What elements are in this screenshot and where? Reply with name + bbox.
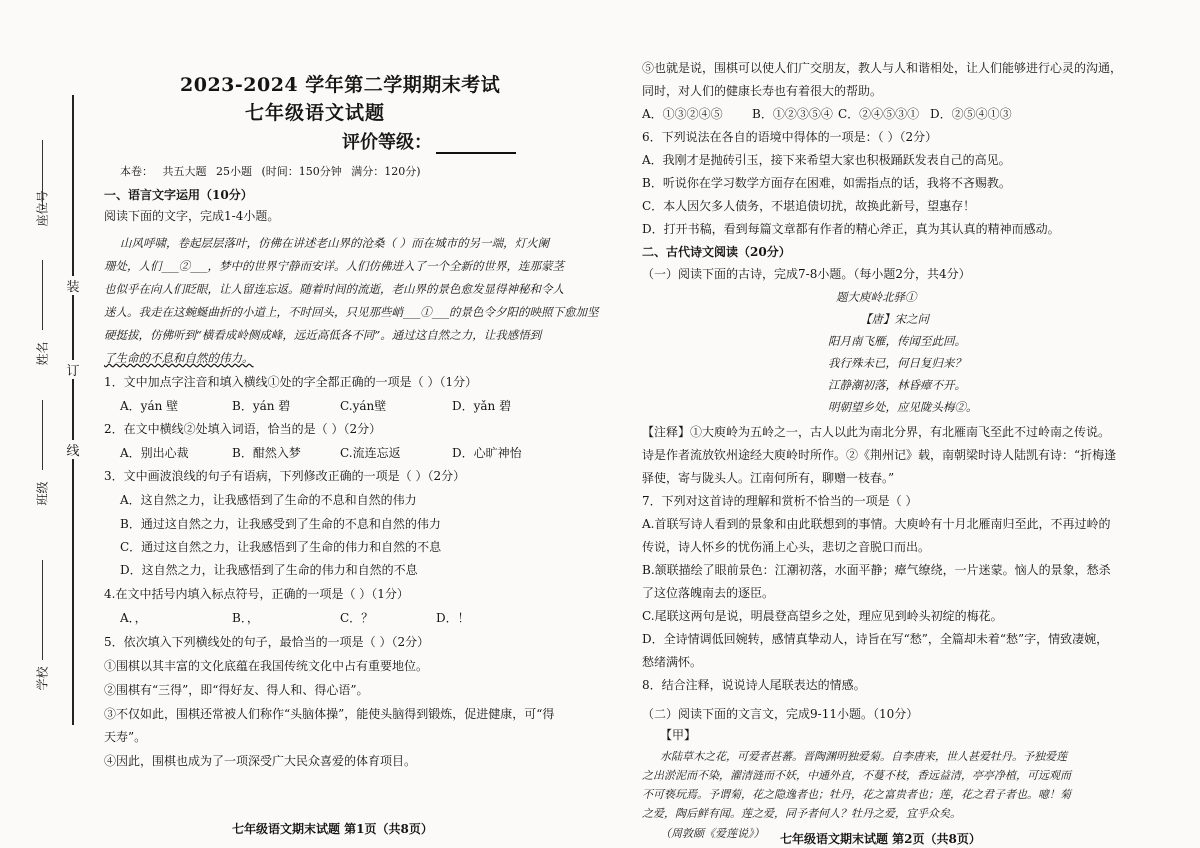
binding-mark-ding: 订 xyxy=(64,360,82,379)
passage-line-wavy: 硬挺拔，仿佛听到“横看成岭侧成峰，远近高低各不同”。通过这自然之力，让我感悟到 xyxy=(104,328,542,342)
q3-option-c[interactable]: C．通过这自然之力，让我感悟到了生命的伟力和自然的不息 xyxy=(120,540,442,554)
section-2-heading: 二、古代诗文阅读（20分） xyxy=(642,245,791,259)
passage-line: 迷人。我走在这蜿蜒曲折的小道上，不时回头，只见那些峭___①___的景色令夕阳的映照下愈加坚 xyxy=(104,305,599,319)
passage-source: （周敦颐《爱莲说》） xyxy=(660,827,765,840)
poem-author: 【唐】宋之问 xyxy=(860,312,929,326)
page-footer: 七年级语文期末试题 第1页（共8页） xyxy=(232,822,433,836)
q6-option-d[interactable]: D．打开书稿，看到每篇文章都有作者的精心斧正，真为其认真的精神而感动。 xyxy=(642,222,1060,236)
q1-option-a[interactable]: A．yán 壁 xyxy=(120,399,179,413)
poem-line: 我行殊未已，何日复归来？ xyxy=(828,356,966,370)
classical-line: 之出淤泥而不染，濯清涟而不妖，中通外直，不蔓不枝，香远益清，亭亭净植，可远观而 xyxy=(642,769,1071,782)
q3-option-a[interactable]: A．这自然之力，让我感悟到了生命的不息和自然的伟力 xyxy=(120,493,417,507)
name-label: 姓名 xyxy=(35,341,50,366)
annotation: 【注释】①大庾岭为五岭之一，古人以此为南北分界，有北雁南飞至此不过岭南之传说。 xyxy=(642,425,1111,439)
exam-info: 本卷： 共五大题 25小题 (时间：150分钟 满分：120分) xyxy=(120,165,421,178)
q1-option-d[interactable]: D．yǎn 碧 xyxy=(452,399,512,413)
q1-option-b[interactable]: B．yán 碧 xyxy=(232,399,291,413)
school-blank xyxy=(42,560,43,660)
poem-title: 题大庾岭北驿① xyxy=(836,290,917,304)
classical-line: 之爱，陶后鲜有闻。莲之爱，同予者何人？牡丹之爱，宜乎众矣。 xyxy=(642,807,961,820)
binding-mark-xian: 线 xyxy=(64,440,82,459)
q2-option-a[interactable]: A．别出心裁 xyxy=(120,446,189,460)
q5-option-a[interactable]: A．①③②④⑤ xyxy=(642,107,723,121)
poem-line: 江静潮初落，林昏瘴不开。 xyxy=(828,378,966,392)
classical-line: 水陆草木之花，可爱者甚蕃。晋陶渊明独爱菊。自李唐来，世人甚爱牡丹。予独爱莲 xyxy=(660,750,1067,763)
name-blank xyxy=(42,260,43,330)
question-2: 2．在文中横线②处填入词语，恰当的是（ ）（2分） xyxy=(104,422,382,436)
q3-option-b[interactable]: B．通过这自然之力，让我感受到了生命的不息和自然的伟力 xyxy=(120,517,441,531)
q4-option-b[interactable]: B．， xyxy=(232,611,259,625)
q7-option-c[interactable]: C.尾联这两句是说，明晨登高望乡之处，理应见到岭头初绽的梅花。 xyxy=(642,609,1003,623)
q1-option-c[interactable]: C.yán壁 xyxy=(340,399,387,413)
page-footer: 七年级语文期末试题 第2页（共8页） xyxy=(780,832,981,846)
class-label: 班级 xyxy=(35,481,50,506)
question-4: 4.在文中括号内填入标点符号，正确的一项是（ ）（1分） xyxy=(104,587,409,601)
classical-line: 不可亵玩焉。予谓菊，花之隐逸者也；牡丹，花之富贵者也；莲，花之君子者也。噫！菊 xyxy=(642,788,1071,801)
q5-option-d[interactable]: D．②⑤④①③ xyxy=(930,107,1012,121)
q7-option-b[interactable]: B.颔联描绘了眼前景色：江潮初落，水面平静；瘴气缭绕，一片迷蒙。恼人的景象，愁杀 xyxy=(642,563,1111,577)
class-blank xyxy=(42,400,43,470)
q5-sentence: ①围棋以其丰富的文化底蕴在我国传统文化中占有重要地位。 xyxy=(104,659,429,673)
binding-gutter xyxy=(0,0,100,848)
q5-sentence: ⑤也就是说，围棋可以使人们广交朋友，教人与人和谐相处，让人们能够进行心灵的沟通， xyxy=(642,61,1123,75)
q7-option-d-cont: 愁绪满怀。 xyxy=(642,655,703,669)
q7-option-a[interactable]: A.首联写诗人看到的景象和由此联想到的事情。大庾岭有十月北雁南归至此，不再过岭的 xyxy=(642,517,1111,531)
grade-blank[interactable] xyxy=(436,136,516,154)
q7-option-d[interactable]: D．全诗情调低回婉转，感情真挚动人，诗旨在写“愁”，全篇却未着“愁”字，情致凄婉， xyxy=(642,632,1109,646)
q4-option-c[interactable]: C．？ xyxy=(340,611,374,625)
passage-jia-label: 【甲】 xyxy=(660,728,697,742)
question-6: 6．下列说法在各自的语境中得体的一项是：（ ）（2分） xyxy=(642,130,938,144)
q5-sentence: ③不仅如此，围棋还常被人们称作“头脑体操”，能使头脑得到锻炼，促进健康，可“得 xyxy=(104,707,555,721)
part-2-instruction: （二）阅读下面的文言文，完成9-11小题。（10分） xyxy=(642,707,919,721)
q2-option-b[interactable]: B．酣然入梦 xyxy=(232,446,301,460)
question-1: 1．文中加点字注音和填入横线①处的字全都正确的一项是（ ）（1分） xyxy=(104,375,478,389)
q7-option-a-cont: 传说，诗人怀乡的忧伤涌上心头，悲切之音脱口而出。 xyxy=(642,540,931,554)
passage-line: 山风呼啸，卷起层层落叶，仿佛在讲述老山界的沧桑（ ）而在城市的另一端，灯火阑 xyxy=(120,236,550,250)
section-1-heading: 一、语言文字运用（10分） xyxy=(104,188,253,202)
q6-option-c[interactable]: C．本人因欠多人债务，不堪追债切扰，故换此新号，望惠存！ xyxy=(642,199,976,213)
exam-title: 2023-2024 学年第二学期期末考试 xyxy=(180,74,501,96)
q6-option-b[interactable]: B．听说你在学习数学方面存在困难，如需指点的话，我将不吝赐教。 xyxy=(642,176,1011,190)
q5-option-b[interactable]: B．①②③⑤④ xyxy=(752,107,833,121)
passage-line: 珊处，人们___②___，梦中的世界宁静而安详。人们仿佛进入了一个全新的世界，连那蒙茎 xyxy=(104,259,564,273)
part-1-instruction: （一）阅读下面的古诗，完成7-8小题。（每小题2分，共4分） xyxy=(642,267,971,281)
grade-label: 评价等级： xyxy=(342,132,432,153)
right-page xyxy=(600,0,1200,848)
annotation: 驿使，寄与陇头人。江南何所有，聊赠一枝春。” xyxy=(642,471,895,485)
grade-field[interactable] xyxy=(342,128,516,154)
poem-line: 阳月南飞雁，传闻至此回。 xyxy=(828,334,966,348)
q5-sentence: 同时，对人们的健康长寿也有着很大的帮助。 xyxy=(642,84,883,98)
q4-option-d[interactable]: D．！ xyxy=(436,611,470,625)
q5-sentence: 天寿”。 xyxy=(104,730,147,744)
seat-label: 座位号 xyxy=(35,190,50,227)
q6-option-a[interactable]: A．我刚才是抛砖引玉，接下来希望大家也积极踊跃发表自己的高见。 xyxy=(642,153,1011,167)
exam-subtitle: 七年级语文试题 xyxy=(245,102,386,124)
q5-sentence: ④因此，围棋也成为了一项深受广大民众喜爱的体育项目。 xyxy=(104,754,417,768)
q2-option-c[interactable]: C.流连忘返 xyxy=(340,446,401,460)
q5-option-c[interactable]: C．②④⑤③① xyxy=(838,107,920,121)
q7-option-b-cont: 了这位落魄南去的逐臣。 xyxy=(642,586,775,600)
school-label: 学校 xyxy=(35,666,50,691)
passage-line: 也似乎在向人们眨眼，让人留连忘返。随着时间的流逝，老山界的景色愈发显得神秘和令人 xyxy=(104,282,564,296)
passage-line-wavy: 了生命的不息和自然的伟力。 xyxy=(104,351,254,365)
binding-mark-zhuang: 装 xyxy=(64,276,82,295)
question-7: 7．下列对这首诗的理解和赏析不恰当的一项是（ ） xyxy=(642,494,918,508)
instruction: 阅读下面的文字，完成1-4小题。 xyxy=(104,209,280,223)
question-5: 5．依次填入下列横线处的句子，最恰当的一项是（ ）（2分） xyxy=(104,635,430,649)
q5-sentence: ②围棋有“三得”，即“得好友、得人和、得心语”。 xyxy=(104,683,369,697)
annotation: 诗是作者流放钦州途经大庾岭时所作。②《荆州记》载，南朝梁时诗人陆凯有诗：“折梅逢 xyxy=(642,448,1117,462)
binding-line xyxy=(72,95,74,725)
q4-option-a[interactable]: A．， xyxy=(120,611,147,625)
poem-line: 明朝望乡处，应见陇头梅②。 xyxy=(828,400,978,414)
question-3: 3．文中画波浪线的句子有语病，下列修改正确的一项是（ ）（2分） xyxy=(104,469,466,483)
q2-option-d[interactable]: D．心旷神怡 xyxy=(452,446,522,460)
question-8: 8．结合注释，说说诗人尾联表达的情感。 xyxy=(642,678,866,692)
q3-option-d[interactable]: D．这自然之力，让我感悟到了生命的伟力和自然的不息 xyxy=(120,563,418,577)
